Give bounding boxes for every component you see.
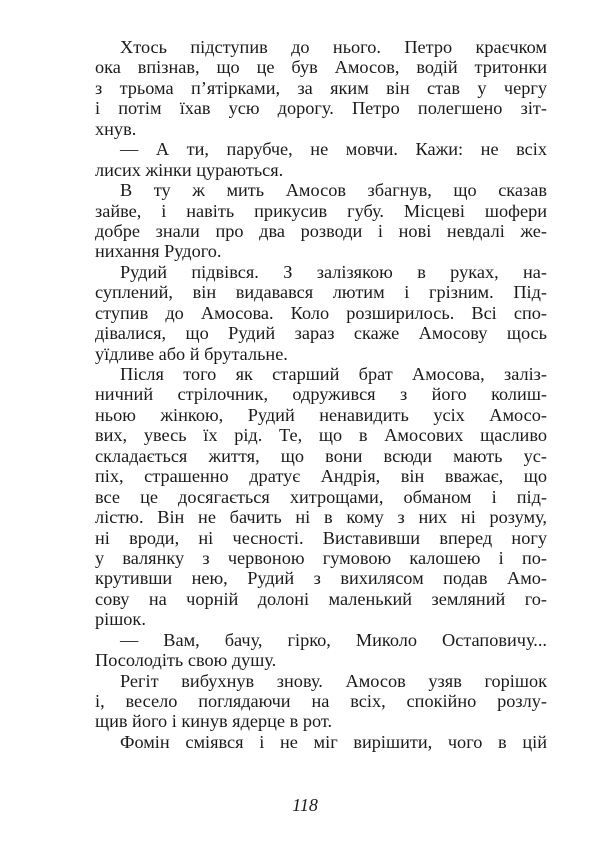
text-line: і, весело поглядаючи на всіх, спокійно розлу- xyxy=(95,691,547,711)
text-line: рішок. xyxy=(95,609,146,630)
text-line: лисих жінки цураються. xyxy=(95,159,284,180)
text-line: з трьома п’ятірками, за яким він став у чергу xyxy=(95,77,547,98)
text-line: і потім їхав усю дорогу. Петро полегшено зіт- xyxy=(95,98,547,119)
text-line: крутивши нею, Рудий з вихилясом подав Амо- xyxy=(95,568,547,589)
text-line: щив його і кинув ядерце в рот. xyxy=(95,711,333,732)
text-line: ньою жінкою, Рудий ненавидить усіх Амосо- xyxy=(95,404,547,425)
text-line: Після того як старший брат Амосова, заліз- xyxy=(120,364,547,384)
text-line: уїдливе або й брутальне. xyxy=(95,343,288,364)
text-line: лістю. Він не бачить ні в кому з них ні розуму, xyxy=(95,507,547,528)
text-line: сову на чорній долоні маленький земляний го- xyxy=(95,588,547,609)
text-line: добре знали про два розводи і нові невдалі же- xyxy=(95,220,547,241)
page-number: 118 xyxy=(292,795,318,815)
text-line: хнув. xyxy=(95,118,137,139)
body-text xyxy=(95,37,547,752)
text-line: дівалися, що Рудий зараз скаже Амосову щось xyxy=(95,323,547,344)
text-line: ні вроди, ні чесності. Виставивши вперед ногу xyxy=(95,527,547,548)
text-line: ока впізнав, що це був Амосов, водій тритонки xyxy=(95,57,547,78)
text-line: зайве, і навіть прикусив губу. Місцеві шофери xyxy=(95,200,547,221)
text-line: — А ти, парубче, не мовчи. Кажи: не всіх xyxy=(120,139,547,160)
text-line: Регіт вибухнув знову. Амосов узяв горішок xyxy=(120,670,547,691)
text-line: суплений, він видавався лютим і грізним. Під- xyxy=(95,282,547,303)
text-line: все це досягається хитрощами, обманом і під- xyxy=(95,486,547,507)
text-line: складається життя, що вони всюди мають ус- xyxy=(95,445,547,466)
text-line: Фомін сміявся і не міг вирішити, чого в цій xyxy=(120,731,547,752)
text-line: вих, увесь їх рід. Те, що в Амосових щасливо xyxy=(95,425,547,446)
text-line: піх, страшенно дратує Андрія, він вважає, що xyxy=(95,466,547,487)
text-line: нихання Рудого. xyxy=(95,241,222,262)
text-line: Хтось підступив до нього. Петро краєчком xyxy=(120,37,547,57)
text-line: В ту ж мить Амосов збагнув, що сказав xyxy=(120,180,547,201)
text-line: Посолодіть свою душу. xyxy=(95,650,277,671)
text-line: ступив до Амосова. Коло розширилось. Всі спо- xyxy=(95,302,547,323)
text-line: ничний стрілочник, одружився з його колиш- xyxy=(95,384,547,405)
text-line: Рудий підвівся. З залізякою в руках, на- xyxy=(120,261,547,282)
text-line: — Вам, бачу, гірко, Миколо Остаповичу... xyxy=(120,629,547,650)
text-line: у валянку з червоною гумовою калошею і по- xyxy=(95,547,547,568)
